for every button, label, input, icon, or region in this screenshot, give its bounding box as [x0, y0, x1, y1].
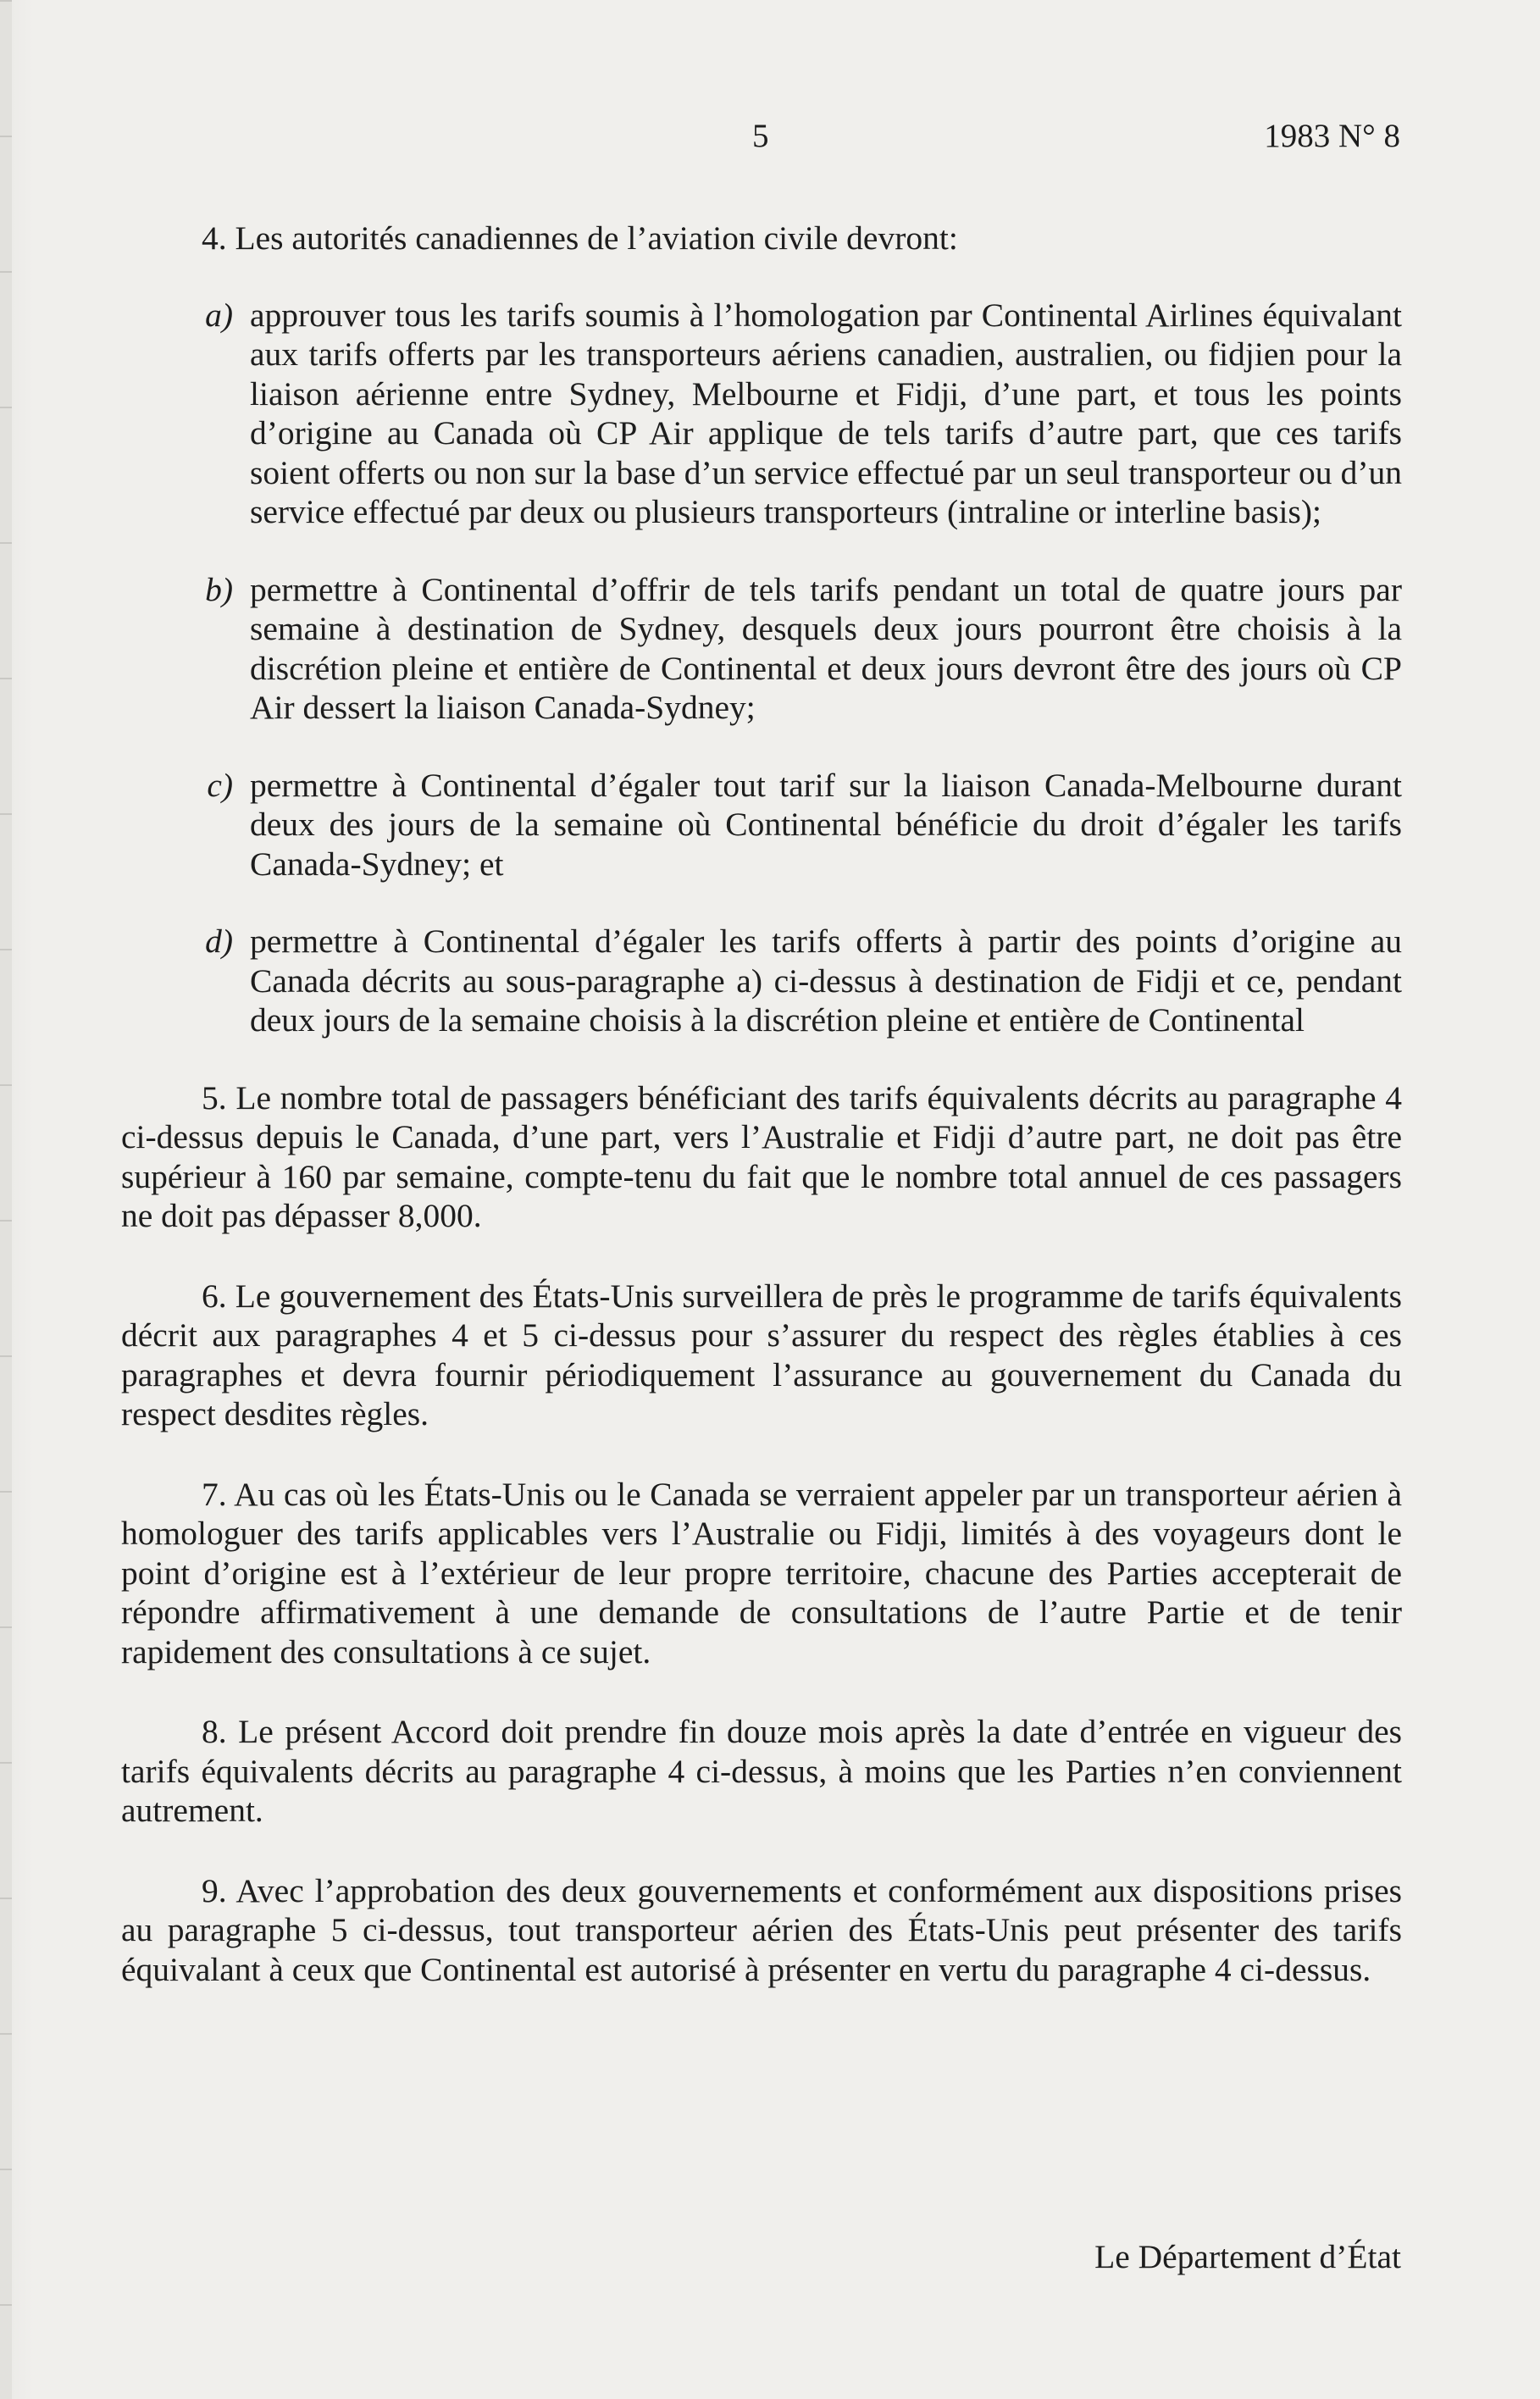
- subparagraph-label: c): [207, 766, 233, 804]
- subparagraph-a: [121, 296, 1402, 532]
- document-body: [121, 219, 1402, 1989]
- paragraph-6: 6. Le gouvernement des États-Unis surveillera de près le programme de tarifs équivalents décrit aux paragraphes 4 et 5 ci-dessus pour s’assurer du respect des règles établies à ces paragraphes et devra fournir périodiquement l’assurance au gouvernement du Canada du respect desdites règles.: [121, 1277, 1402, 1432]
- page-header: [0, 117, 1540, 159]
- subparagraph-c: [121, 766, 1402, 884]
- signature-line: Le Département d’État: [1094, 2238, 1401, 2275]
- subparagraph-text: permettre à Continental d’offrir de tels tarifs pendant un total de quatre jours par semaine à destination de Sydney, desquels deux jours pourront être choisis à la discrétion pleine et entière de Continental et deux jours devront être des jours où CP Air dessert la liaison Canada-Sydney;: [250, 570, 1402, 726]
- subparagraph-d: [121, 922, 1402, 1040]
- binding-edge: [0, 0, 12, 2399]
- subparagraph-label: b): [205, 570, 233, 608]
- subparagraph-text: permettre à Continental d’égaler les tarifs offerts à partir des points d’origine au Canada décrits au sous-paragraphe a) ci-dessus à destination de Fidji et ce, pendant deux jours de la semaine choisis à la discrétion pleine et entière de Continental: [250, 922, 1402, 1039]
- subparagraph-text: approuver tous les tarifs soumis à l’homologation par Continental Airlines équivalant aux tarifs offerts par les transporteurs aériens canadien, australien, ou fidjien pour la liaison aérienne entre Sydney, Melbourne et Fidji, d’une part, et tous les points d’origine au Canada où CP Air applique de tels tarifs d’autre part, que ces tarifs soient offerts ou non sur la base d’un service effectué par un seul transporteur ou d’un service effectué par deux ou plusieurs transporteurs (intraline or interline basis);: [250, 296, 1402, 530]
- subparagraph-text: permettre à Continental d’égaler tout tarif sur la liaison Canada-Melbourne durant deux des jours de la semaine où Continental bénéficie du droit d’égaler les tarifs Canada-Sydney; et: [250, 766, 1402, 883]
- paragraph-8: 8. Le présent Accord doit prendre fin douze mois après la date d’entrée en vigueur des tarifs équivalents décrits au paragraphe 4 ci-dessus, à moins que les Parties n’en conviennent autrement.: [121, 1713, 1402, 1829]
- issue-number: 1983 N° 8: [1264, 118, 1400, 154]
- paragraph-7: 7. Au cas où les États-Unis ou le Canada se verraient appeler par un transporteur aérien à homologuer des tarifs applicables vers l’Australie ou Fidji, limités à des voyageurs dont le point d’origine est à l’extérieur de leur propre territoire, chacune des Parties accepterait de répondre affirmativement à une demande de consultations de l’autre Partie et de tenir rapidement des consultations à ce sujet.: [121, 1475, 1402, 1670]
- paragraph-5: 5. Le nombre total de passagers bénéficiant des tarifs équivalents décrits au paragraphe 4 ci-dessus depuis le Canada, d’une part, vers l’Australie et Fidji d’autre part, ne doit pas être supérieur à 160 par semaine, compte-tenu du fait que le nombre total annuel de ces passagers ne doit pas dépasser 8,000.: [121, 1078, 1402, 1234]
- subparagraph-label: a): [205, 296, 233, 334]
- page-number: 5: [752, 118, 769, 154]
- subparagraph-b: [121, 570, 1402, 728]
- subparagraph-label: d): [205, 922, 233, 960]
- paragraph-4-intro: 4. Les autorités canadiennes de l’aviation civile devront:: [202, 219, 958, 257]
- paragraph-9: 9. Avec l’approbation des deux gouvernements et conformément aux dispositions prises au paragraphe 5 ci-dessus, tout transporteur aérien des États-Unis peut présenter des tarifs équivalant à ceux que Continental est autorisé à présenter en vertu du paragraphe 4 ci-dessus.: [121, 1871, 1402, 1988]
